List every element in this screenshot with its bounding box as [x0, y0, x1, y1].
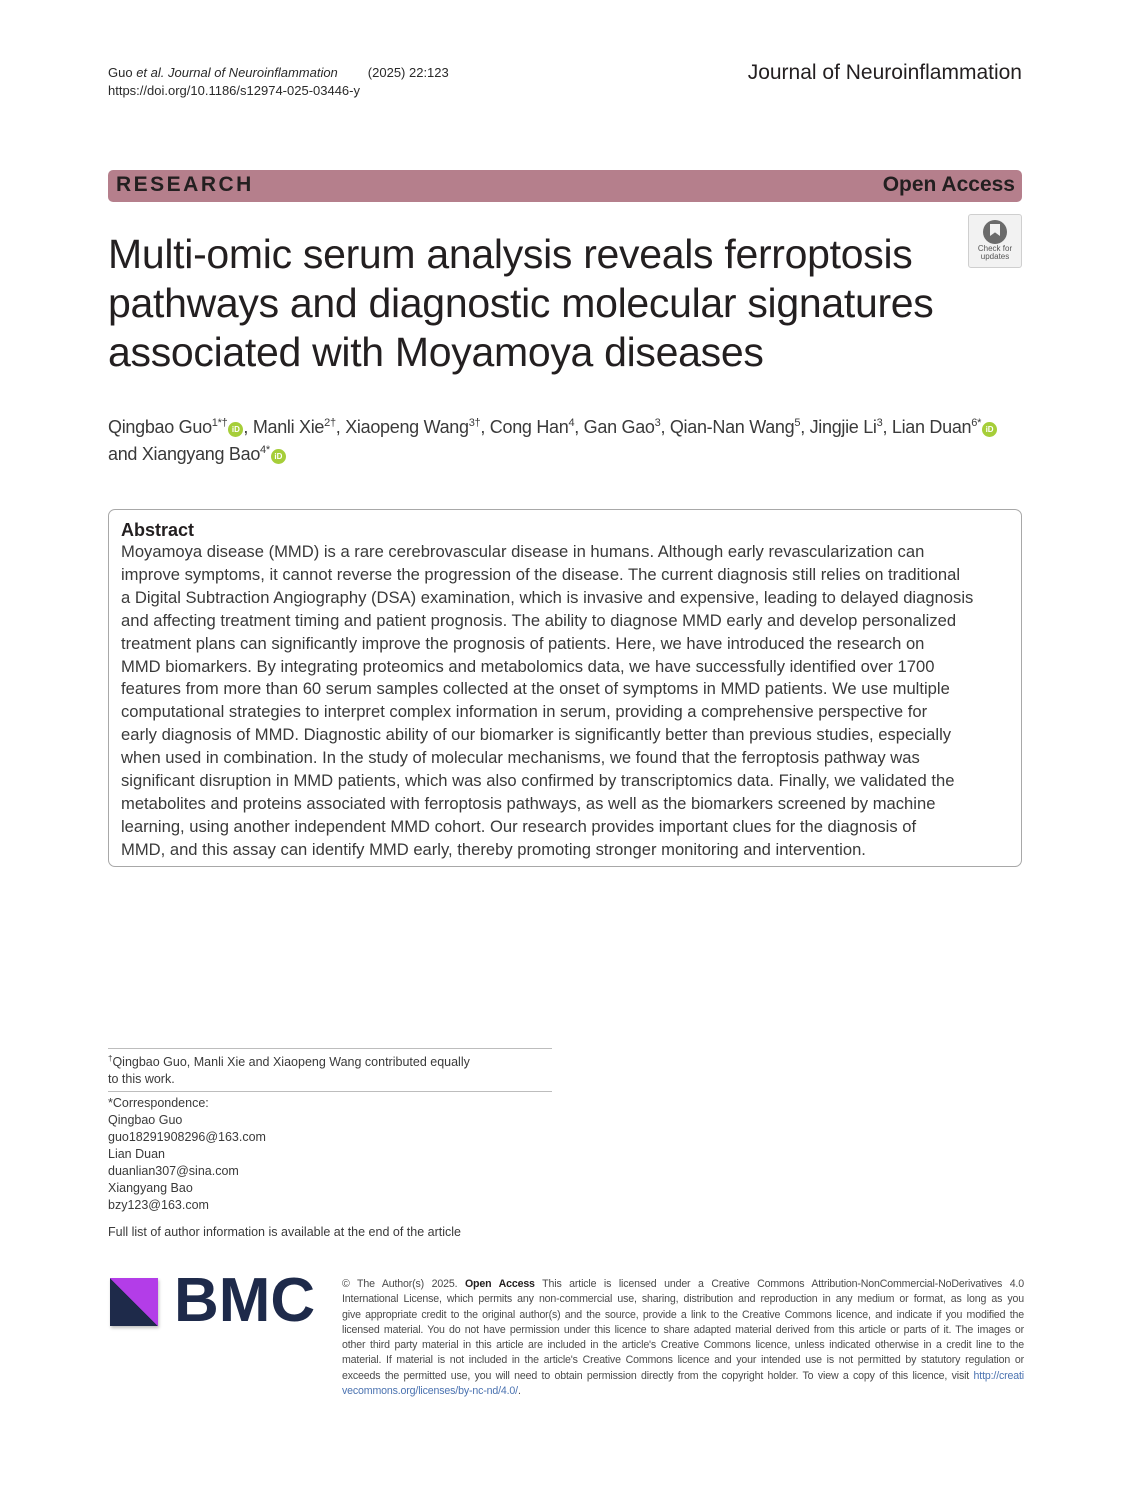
- author-affiliation: 4*: [260, 444, 270, 456]
- abstract-line: treatment plans can significantly improve the prognosis of patients. Here, we have introduced the research on: [121, 633, 925, 653]
- license-line: [342, 1384, 1024, 1399]
- license-link[interactable]: http://creati: [973, 1369, 1024, 1382]
- author-separator: ,: [882, 417, 892, 437]
- author-name[interactable]: Lian Duan: [891, 417, 972, 437]
- bmc-logo-text: BMC: [174, 1266, 316, 1335]
- check-for-updates-button[interactable]: [968, 214, 1022, 268]
- correspondence-email[interactable]: duanlian307@sina.com: [108, 1164, 239, 1178]
- author-separator: ,: [335, 417, 346, 437]
- equal-contribution-line2: to this work.: [108, 1072, 175, 1087]
- abstract-line: early diagnosis of MMD. Diagnostic ability of our biomarker is significantly better than previous studies, especially: [121, 725, 952, 745]
- author-name[interactable]: Xiangyang Bao: [141, 444, 261, 464]
- abstract-line: when used in combination. In the study of molecular mechanisms, we found that the ferroptosis pathway was: [121, 748, 920, 768]
- author-affiliation: 2†: [324, 417, 336, 429]
- author-separator: ,: [574, 417, 584, 437]
- correspondence-name: Lian Duan: [108, 1147, 165, 1161]
- author-affiliation: 4: [568, 417, 575, 429]
- author-name[interactable]: Gan Gao: [583, 417, 655, 437]
- bmc-logo: [110, 1266, 316, 1335]
- license-line: licensed material. You do not have permission under this licence to share adapted material derived from this article or parts of it. The images or: [342, 1323, 1024, 1336]
- author-name[interactable]: Qingbao Guo: [108, 417, 212, 437]
- author-name[interactable]: Manli Xie: [252, 417, 325, 437]
- correspondence-email[interactable]: guo18291908296@163.com: [108, 1130, 266, 1144]
- orcid-icon[interactable]: iD: [982, 422, 997, 437]
- citation-author: Guo: [108, 65, 137, 80]
- article-type-label: RESEARCH: [116, 173, 254, 196]
- author-affiliation: 6*: [971, 417, 982, 429]
- abstract-line: features from more than 60 serum samples collected at the onset of symptoms in MMD patients. We use multiple: [121, 679, 950, 699]
- license-line: material. If material is not included in the article's Creative Commons licence and your intended use is not permitted by statutory regulation or: [342, 1354, 1024, 1367]
- journal-name: Journal of Neuroinflammation: [747, 61, 1022, 84]
- license-line: [342, 1369, 1024, 1384]
- equal-contribution-note: [108, 1050, 470, 1088]
- correspondence-email[interactable]: bzy123@163.com: [108, 1198, 209, 1212]
- correspondence-name: Qingbao Guo: [108, 1113, 183, 1127]
- license-line: International License, which permits any non-commercial use, sharing, distribution and reproduction in any medium or format, as long as you: [342, 1293, 1024, 1306]
- check-for-updates-icon: [983, 220, 1007, 244]
- abstract-line: metabolites and proteins associated with ferroptosis pathways, as well as the biomarkers screened by machine: [121, 793, 936, 813]
- author-affiliation: 1*†: [211, 417, 228, 429]
- check-for-updates-line1: Check for: [977, 244, 1013, 253]
- license-line: [342, 1277, 1024, 1292]
- correspondence-heading: *Correspondence:: [108, 1096, 209, 1110]
- abstract-heading: Abstract: [121, 520, 195, 540]
- abstract-line: MMD, and this assay can identify MMD early, thereby promoting stronger monitoring and intervention.: [121, 839, 866, 859]
- abstract-box: [108, 509, 1022, 867]
- license-line: give appropriate credit to the original author(s) and the source, provide a link to the Creative Commons licence, and indicate if you modified the: [342, 1308, 1024, 1321]
- license-link-cont[interactable]: vecommons.org/licenses/by-nc-nd/4.0/: [342, 1385, 518, 1398]
- author-separator: ,: [243, 417, 253, 437]
- citation-journal: et al. Journal of Neuroinflammation: [136, 65, 338, 80]
- license-line8-end: .: [517, 1385, 521, 1398]
- author-name[interactable]: Xiaopeng Wang: [345, 417, 469, 437]
- author-name[interactable]: Cong Han: [489, 417, 569, 437]
- license-line1-rest: This article is licensed under a Creative Commons Attribution-NonCommercial-NoDerivatives 4.0: [534, 1278, 1024, 1290]
- equal-contribution-line1: Qingbao Guo, Manli Xie and Xiaopeng Wang contributed equally: [112, 1055, 470, 1070]
- bmc-logo-mark-icon: [110, 1278, 158, 1326]
- author-list: [108, 414, 1028, 468]
- footnote-divider: [108, 1091, 552, 1092]
- doi-link[interactable]: https://doi.org/10.1186/s12974-025-03446-y: [108, 83, 360, 98]
- abstract-line: significant disruption in MMD patients, which was also confirmed by transcriptomics data. Finally, we validated the: [121, 771, 955, 791]
- orcid-icon[interactable]: iD: [271, 449, 286, 464]
- license-text: [342, 1277, 1024, 1399]
- copyright: © The Author(s) 2025.: [342, 1278, 465, 1290]
- full-author-info-note: Full list of author information is available at the end of the article: [108, 1225, 461, 1239]
- footnote-divider: [108, 1048, 552, 1049]
- author-separator: ,: [800, 417, 810, 437]
- author-separator: ,: [660, 417, 670, 437]
- abstract-text: [121, 541, 1013, 862]
- author-name[interactable]: Jingjie Li: [809, 417, 877, 437]
- check-for-updates-line2: updates: [980, 252, 1010, 261]
- article-type-bar: [108, 170, 1022, 202]
- citation-volume: (2025) 22:123: [367, 65, 449, 80]
- open-access-bold: Open Access: [464, 1278, 535, 1290]
- author-name[interactable]: Qian-Nan Wang: [669, 417, 795, 437]
- abstract-line: computational strategies to interpret complex information in serum, providing a comprehensive perspective for: [121, 702, 928, 722]
- abstract-line: and affecting treatment timing and patient prognosis. The ability to diagnose MMD early and develop personalized: [121, 610, 957, 630]
- license-line: other third party material in this article are included in the article's Creative Commons licence, unless indicated otherwise in a credit line to the: [342, 1339, 1024, 1352]
- author-affiliation: 5: [794, 417, 801, 429]
- correspondence-block: [108, 1095, 266, 1214]
- abstract-line: Moyamoya disease (MMD) is a rare cerebrovascular disease in humans. Although early revascularization can: [121, 542, 925, 561]
- author-separator: ,: [480, 417, 490, 437]
- abstract-line: a Digital Subtraction Angiography (DSA) examination, which is invasive and expensive, leading to delayed diagnosis: [121, 587, 974, 607]
- abstract-line: improve symptoms, it cannot reverse the progression of the disease. The current diagnosis still relies on traditional: [121, 564, 961, 584]
- author-affiliation: 3†: [468, 417, 481, 429]
- author-affiliation: 3: [876, 417, 883, 429]
- citation-line: [108, 64, 449, 81]
- license-line7-text: exceeds the permitted use, you will need to obtain permission directly from the copyright holder. To view a copy of this licence, visit: [342, 1369, 974, 1382]
- author-affiliation: 3: [654, 417, 661, 429]
- author-and: and: [108, 444, 142, 464]
- abstract-line: MMD biomarkers. By integrating proteomics and metabolomics data, we have successfully identified over 1700: [121, 656, 935, 676]
- correspondence-name: Xiangyang Bao: [108, 1181, 193, 1195]
- article-title: Multi-omic serum analysis reveals ferroptosis pathways and diagnostic molecular signatures associated with Moyamoya diseases: [108, 231, 934, 375]
- dagger-mark: †: [108, 1054, 113, 1063]
- abstract-line: learning, using another independent MMD cohort. Our research provides important clues for the diagnosis of: [121, 816, 917, 836]
- open-access-label: Open Access: [882, 173, 1015, 196]
- orcid-icon[interactable]: iD: [228, 422, 243, 437]
